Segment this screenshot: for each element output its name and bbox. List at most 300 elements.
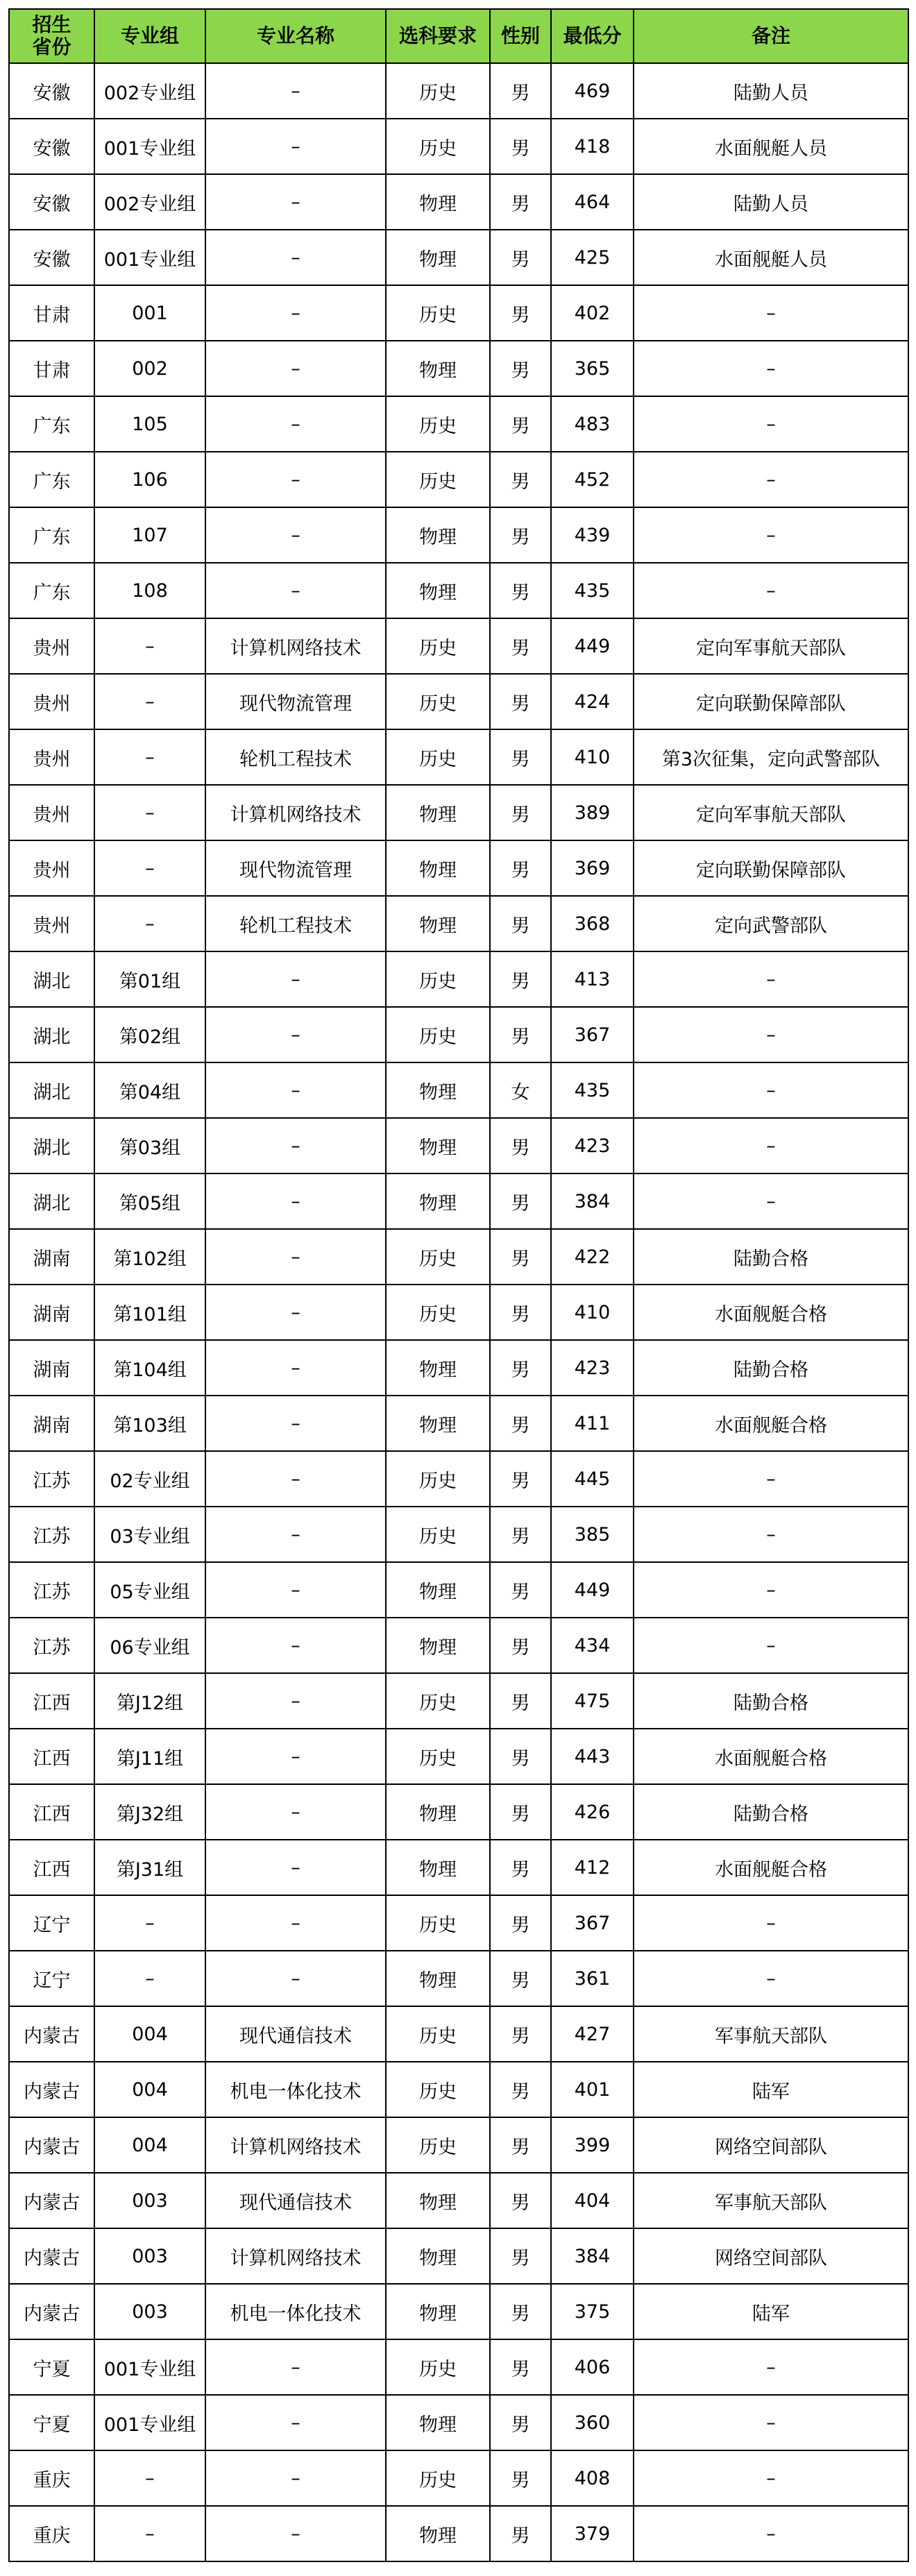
table-row bbox=[9, 1840, 908, 1895]
table-row bbox=[9, 1784, 908, 1840]
remarks-cell: 水面舰艇合格 bbox=[634, 1840, 908, 1895]
remarks-cell: – bbox=[634, 2395, 908, 2450]
min-score-cell: 439 bbox=[551, 507, 634, 563]
remarks-cell: 陆勤合格 bbox=[634, 1673, 908, 1729]
major-name-cell: 现代通信技术 bbox=[205, 2006, 386, 2062]
gender-cell: 男 bbox=[490, 1285, 551, 1340]
major-group-cell: 003 bbox=[94, 2228, 205, 2284]
major-name-cell: – bbox=[205, 1285, 386, 1340]
table-row bbox=[9, 1951, 908, 2006]
min-score-cell: 367 bbox=[551, 1007, 634, 1062]
min-score-cell: 375 bbox=[551, 2284, 634, 2339]
gender-cell: 女 bbox=[490, 1062, 551, 1118]
major-name-cell: – bbox=[205, 1784, 386, 1840]
major-name-cell: – bbox=[205, 1229, 386, 1285]
major-name-cell: – bbox=[205, 1118, 386, 1173]
subject-cell: 历史 bbox=[386, 1451, 490, 1507]
remarks-cell: 水面舰艇合格 bbox=[634, 1729, 908, 1784]
gender-cell: 男 bbox=[490, 1396, 551, 1451]
major-name-cell: – bbox=[205, 1895, 386, 1951]
major-group-cell: 第103组 bbox=[94, 1396, 205, 1451]
min-score-cell: 385 bbox=[551, 1507, 634, 1562]
min-score-cell: 443 bbox=[551, 1729, 634, 1784]
subject-cell: 物理 bbox=[386, 896, 490, 951]
major-group-cell: 第01组 bbox=[94, 951, 205, 1007]
province-cell: 安徽 bbox=[9, 230, 94, 285]
table-row bbox=[9, 2006, 908, 2062]
min-score-cell: 369 bbox=[551, 840, 634, 896]
table-row bbox=[9, 174, 908, 230]
remarks-cell: 第3次征集，定向武警部队 bbox=[634, 729, 908, 785]
major-name-cell: 现代物流管理 bbox=[205, 674, 386, 729]
gender-cell: 男 bbox=[490, 341, 551, 396]
major-group-cell: 001专业组 bbox=[94, 119, 205, 174]
major-group-cell: – bbox=[94, 2450, 205, 2506]
table-row bbox=[9, 729, 908, 785]
major-group-cell: 004 bbox=[94, 2006, 205, 2062]
header-gender: 性别 bbox=[490, 9, 551, 63]
table-row bbox=[9, 2284, 908, 2339]
table-body bbox=[9, 63, 908, 2561]
min-score-cell: 435 bbox=[551, 563, 634, 618]
remarks-cell: 军事航天部队 bbox=[634, 2006, 908, 2062]
table-row bbox=[9, 951, 908, 1007]
major-group-cell: 第02组 bbox=[94, 1007, 205, 1062]
province-cell: 内蒙古 bbox=[9, 2006, 94, 2062]
gender-cell: 男 bbox=[490, 1340, 551, 1396]
min-score-cell: 379 bbox=[551, 2506, 634, 2561]
gender-cell: 男 bbox=[490, 2395, 551, 2450]
min-score-cell: 402 bbox=[551, 285, 634, 341]
header-major-name: 专业名称 bbox=[205, 9, 386, 63]
subject-cell: 物理 bbox=[386, 1173, 490, 1229]
table-row bbox=[9, 896, 908, 951]
subject-cell: 历史 bbox=[386, 951, 490, 1007]
min-score-cell: 422 bbox=[551, 1229, 634, 1285]
table-row bbox=[9, 230, 908, 285]
subject-cell: 历史 bbox=[386, 618, 490, 674]
major-name-cell: – bbox=[205, 1007, 386, 1062]
major-name-cell: 计算机网络技术 bbox=[205, 2228, 386, 2284]
major-name-cell: 机电一体化技术 bbox=[205, 2284, 386, 2339]
remarks-cell: – bbox=[634, 563, 908, 618]
province-cell: 江苏 bbox=[9, 1451, 94, 1507]
gender-cell: 男 bbox=[490, 2450, 551, 2506]
header-province-label: 招生省份 bbox=[32, 12, 71, 58]
remarks-cell: – bbox=[634, 1118, 908, 1173]
table-row bbox=[9, 341, 908, 396]
province-cell: 湖北 bbox=[9, 1118, 94, 1173]
major-group-cell: 06专业组 bbox=[94, 1618, 205, 1673]
table-row bbox=[9, 63, 908, 119]
gender-cell: 男 bbox=[490, 785, 551, 840]
min-score-cell: 368 bbox=[551, 896, 634, 951]
gender-cell: 男 bbox=[490, 840, 551, 896]
subject-cell: 物理 bbox=[386, 1118, 490, 1173]
min-score-cell: 367 bbox=[551, 1895, 634, 1951]
subject-cell: 历史 bbox=[386, 674, 490, 729]
gender-cell: 男 bbox=[490, 1840, 551, 1895]
gender-cell: 男 bbox=[490, 729, 551, 785]
table-row bbox=[9, 396, 908, 452]
province-cell: 湖南 bbox=[9, 1229, 94, 1285]
major-group-cell: – bbox=[94, 840, 205, 896]
subject-cell: 物理 bbox=[386, 1396, 490, 1451]
min-score-cell: 423 bbox=[551, 1340, 634, 1396]
min-score-cell: 365 bbox=[551, 341, 634, 396]
province-cell: 辽宁 bbox=[9, 1951, 94, 2006]
gender-cell: 男 bbox=[490, 1451, 551, 1507]
table-row bbox=[9, 1062, 908, 1118]
table-row bbox=[9, 1396, 908, 1451]
remarks-cell: – bbox=[634, 1562, 908, 1618]
remarks-cell: 网络空间部队 bbox=[634, 2228, 908, 2284]
remarks-cell: 陆勤合格 bbox=[634, 1229, 908, 1285]
major-name-cell: – bbox=[205, 1507, 386, 1562]
min-score-cell: 406 bbox=[551, 2339, 634, 2395]
min-score-cell: 426 bbox=[551, 1784, 634, 1840]
table-row bbox=[9, 1173, 908, 1229]
subject-cell: 物理 bbox=[386, 1562, 490, 1618]
gender-cell: 男 bbox=[490, 452, 551, 507]
remarks-cell: 军事航天部队 bbox=[634, 2173, 908, 2228]
gender-cell: 男 bbox=[490, 2284, 551, 2339]
major-name-cell: 现代物流管理 bbox=[205, 840, 386, 896]
province-cell: 贵州 bbox=[9, 840, 94, 896]
min-score-cell: 435 bbox=[551, 1062, 634, 1118]
remarks-cell: – bbox=[634, 1895, 908, 1951]
table-row bbox=[9, 1285, 908, 1340]
major-group-cell: 第J32组 bbox=[94, 1784, 205, 1840]
table-row bbox=[9, 1895, 908, 1951]
gender-cell: 男 bbox=[490, 951, 551, 1007]
gender-cell: 男 bbox=[490, 1729, 551, 1784]
remarks-cell: 定向联勤保障部队 bbox=[634, 674, 908, 729]
major-name-cell: – bbox=[205, 63, 386, 119]
gender-cell: 男 bbox=[490, 396, 551, 452]
major-name-cell: – bbox=[205, 230, 386, 285]
major-group-cell: 108 bbox=[94, 563, 205, 618]
gender-cell: 男 bbox=[490, 2339, 551, 2395]
table-row bbox=[9, 1618, 908, 1673]
header-province bbox=[9, 9, 94, 63]
province-cell: 贵州 bbox=[9, 674, 94, 729]
remarks-cell: 网络空间部队 bbox=[634, 2117, 908, 2173]
subject-cell: 物理 bbox=[386, 1840, 490, 1895]
subject-cell: 物理 bbox=[386, 1951, 490, 2006]
province-cell: 广东 bbox=[9, 452, 94, 507]
subject-cell: 历史 bbox=[386, 1729, 490, 1784]
min-score-cell: 360 bbox=[551, 2395, 634, 2450]
table-header bbox=[9, 9, 908, 63]
remarks-cell: 水面舰艇合格 bbox=[634, 1396, 908, 1451]
gender-cell: 男 bbox=[490, 1173, 551, 1229]
province-cell: 重庆 bbox=[9, 2506, 94, 2561]
gender-cell: 男 bbox=[490, 63, 551, 119]
major-name-cell: 计算机网络技术 bbox=[205, 618, 386, 674]
table-row bbox=[9, 1673, 908, 1729]
subject-cell: 物理 bbox=[386, 341, 490, 396]
gender-cell: 男 bbox=[490, 507, 551, 563]
min-score-cell: 361 bbox=[551, 1951, 634, 2006]
province-cell: 重庆 bbox=[9, 2450, 94, 2506]
major-group-cell: 第04组 bbox=[94, 1062, 205, 1118]
major-name-cell: – bbox=[205, 1562, 386, 1618]
remarks-cell: 陆军 bbox=[634, 2284, 908, 2339]
subject-cell: 物理 bbox=[386, 563, 490, 618]
subject-cell: 历史 bbox=[386, 1285, 490, 1340]
subject-cell: 物理 bbox=[386, 1062, 490, 1118]
gender-cell: 男 bbox=[490, 230, 551, 285]
table-row bbox=[9, 563, 908, 618]
major-group-cell: 001专业组 bbox=[94, 2339, 205, 2395]
header-subject-requirement: 选科要求 bbox=[386, 9, 490, 63]
major-name-cell: – bbox=[205, 174, 386, 230]
province-cell: 甘肃 bbox=[9, 341, 94, 396]
subject-cell: 物理 bbox=[386, 507, 490, 563]
major-name-cell: 计算机网络技术 bbox=[205, 785, 386, 840]
gender-cell: 男 bbox=[490, 563, 551, 618]
subject-cell: 历史 bbox=[386, 729, 490, 785]
gender-cell: 男 bbox=[490, 1562, 551, 1618]
gender-cell: 男 bbox=[490, 1007, 551, 1062]
major-group-cell: 第104组 bbox=[94, 1340, 205, 1396]
gender-cell: 男 bbox=[490, 618, 551, 674]
min-score-cell: 483 bbox=[551, 396, 634, 452]
major-name-cell: – bbox=[205, 2339, 386, 2395]
province-cell: 湖南 bbox=[9, 1285, 94, 1340]
min-score-cell: 464 bbox=[551, 174, 634, 230]
table-row bbox=[9, 2228, 908, 2284]
gender-cell: 男 bbox=[490, 674, 551, 729]
major-name-cell: – bbox=[205, 119, 386, 174]
province-cell: 安徽 bbox=[9, 119, 94, 174]
table-row bbox=[9, 285, 908, 341]
table-row bbox=[9, 2173, 908, 2228]
major-name-cell: – bbox=[205, 1062, 386, 1118]
remarks-cell: – bbox=[634, 1173, 908, 1229]
gender-cell: 男 bbox=[490, 1618, 551, 1673]
subject-cell: 历史 bbox=[386, 2006, 490, 2062]
province-cell: 贵州 bbox=[9, 618, 94, 674]
min-score-cell: 401 bbox=[551, 2062, 634, 2117]
table-row bbox=[9, 618, 908, 674]
header-remarks: 备注 bbox=[634, 9, 908, 63]
major-group-cell: 第J31组 bbox=[94, 1840, 205, 1895]
min-score-cell: 399 bbox=[551, 2117, 634, 2173]
remarks-cell: 水面舰艇合格 bbox=[634, 1285, 908, 1340]
province-cell: 湖北 bbox=[9, 1062, 94, 1118]
major-group-cell: 第101组 bbox=[94, 1285, 205, 1340]
major-group-cell: 001 bbox=[94, 285, 205, 341]
table-row bbox=[9, 452, 908, 507]
gender-cell: 男 bbox=[490, 1673, 551, 1729]
remarks-cell: 陆勤合格 bbox=[634, 1784, 908, 1840]
remarks-cell: – bbox=[634, 2506, 908, 2561]
province-cell: 江西 bbox=[9, 1840, 94, 1895]
min-score-cell: 445 bbox=[551, 1451, 634, 1507]
min-score-cell: 411 bbox=[551, 1396, 634, 1451]
major-group-cell: 第J12组 bbox=[94, 1673, 205, 1729]
gender-cell: 男 bbox=[490, 1118, 551, 1173]
major-group-cell: 004 bbox=[94, 2117, 205, 2173]
subject-cell: 历史 bbox=[386, 2062, 490, 2117]
header-min-score: 最低分 bbox=[551, 9, 634, 63]
subject-cell: 历史 bbox=[386, 2339, 490, 2395]
major-group-cell: 003 bbox=[94, 2173, 205, 2228]
major-name-cell: – bbox=[205, 285, 386, 341]
province-cell: 广东 bbox=[9, 507, 94, 563]
major-group-cell: 第J11组 bbox=[94, 1729, 205, 1784]
table-row bbox=[9, 840, 908, 896]
major-name-cell: – bbox=[205, 1618, 386, 1673]
province-cell: 江西 bbox=[9, 1673, 94, 1729]
table-row bbox=[9, 1507, 908, 1562]
table-row bbox=[9, 1451, 908, 1507]
gender-cell: 男 bbox=[490, 174, 551, 230]
major-name-cell: – bbox=[205, 507, 386, 563]
major-group-cell: 106 bbox=[94, 452, 205, 507]
min-score-cell: 384 bbox=[551, 1173, 634, 1229]
province-cell: 甘肃 bbox=[9, 285, 94, 341]
header-row bbox=[9, 9, 908, 63]
subject-cell: 物理 bbox=[386, 2173, 490, 2228]
remarks-cell: – bbox=[634, 1618, 908, 1673]
major-group-cell: 001专业组 bbox=[94, 2395, 205, 2450]
major-name-cell: 现代通信技术 bbox=[205, 2173, 386, 2228]
major-name-cell: – bbox=[205, 1396, 386, 1451]
subject-cell: 物理 bbox=[386, 840, 490, 896]
province-cell: 辽宁 bbox=[9, 1895, 94, 1951]
table-row bbox=[9, 2339, 908, 2395]
major-name-cell: – bbox=[205, 341, 386, 396]
min-score-cell: 434 bbox=[551, 1618, 634, 1673]
major-name-cell: 轮机工程技术 bbox=[205, 896, 386, 951]
remarks-cell: 定向军事航天部队 bbox=[634, 618, 908, 674]
major-name-cell: – bbox=[205, 1729, 386, 1784]
gender-cell: 男 bbox=[490, 1229, 551, 1285]
table-row bbox=[9, 1729, 908, 1784]
table-row bbox=[9, 1118, 908, 1173]
min-score-cell: 418 bbox=[551, 119, 634, 174]
remarks-cell: – bbox=[634, 285, 908, 341]
subject-cell: 历史 bbox=[386, 1007, 490, 1062]
gender-cell: 男 bbox=[490, 2228, 551, 2284]
subject-cell: 历史 bbox=[386, 452, 490, 507]
subject-cell: 物理 bbox=[386, 2395, 490, 2450]
major-name-cell: – bbox=[205, 951, 386, 1007]
subject-cell: 物理 bbox=[386, 1340, 490, 1396]
remarks-cell: – bbox=[634, 1007, 908, 1062]
subject-cell: 历史 bbox=[386, 2117, 490, 2173]
province-cell: 湖北 bbox=[9, 951, 94, 1007]
table-row bbox=[9, 1562, 908, 1618]
admission-score-table bbox=[8, 8, 909, 2562]
subject-cell: 物理 bbox=[386, 2284, 490, 2339]
major-group-cell: 105 bbox=[94, 396, 205, 452]
major-group-cell: 02专业组 bbox=[94, 1451, 205, 1507]
major-name-cell: – bbox=[205, 396, 386, 452]
min-score-cell: 413 bbox=[551, 951, 634, 1007]
table-row bbox=[9, 119, 908, 174]
table-row bbox=[9, 2506, 908, 2561]
gender-cell: 男 bbox=[490, 285, 551, 341]
province-cell: 江苏 bbox=[9, 1507, 94, 1562]
min-score-cell: 469 bbox=[551, 63, 634, 119]
subject-cell: 物理 bbox=[386, 1784, 490, 1840]
remarks-cell: – bbox=[634, 2450, 908, 2506]
major-group-cell: 001专业组 bbox=[94, 230, 205, 285]
gender-cell: 男 bbox=[490, 2173, 551, 2228]
subject-cell: 历史 bbox=[386, 1229, 490, 1285]
table-row bbox=[9, 1007, 908, 1062]
gender-cell: 男 bbox=[490, 1784, 551, 1840]
min-score-cell: 404 bbox=[551, 2173, 634, 2228]
subject-cell: 物理 bbox=[386, 2228, 490, 2284]
major-name-cell: – bbox=[205, 563, 386, 618]
province-cell: 湖北 bbox=[9, 1007, 94, 1062]
remarks-cell: – bbox=[634, 1062, 908, 1118]
table-row bbox=[9, 1340, 908, 1396]
remarks-cell: – bbox=[634, 507, 908, 563]
min-score-cell: 389 bbox=[551, 785, 634, 840]
major-group-cell: – bbox=[94, 729, 205, 785]
subject-cell: 历史 bbox=[386, 285, 490, 341]
major-group-cell: 003 bbox=[94, 2284, 205, 2339]
remarks-cell: – bbox=[634, 1451, 908, 1507]
remarks-cell: – bbox=[634, 452, 908, 507]
major-name-cell: 计算机网络技术 bbox=[205, 2117, 386, 2173]
major-group-cell: – bbox=[94, 896, 205, 951]
table-row bbox=[9, 1229, 908, 1285]
remarks-cell: – bbox=[634, 2339, 908, 2395]
major-group-cell: – bbox=[94, 618, 205, 674]
major-name-cell: – bbox=[205, 1173, 386, 1229]
min-score-cell: 424 bbox=[551, 674, 634, 729]
province-cell: 内蒙古 bbox=[9, 2117, 94, 2173]
gender-cell: 男 bbox=[490, 119, 551, 174]
province-cell: 湖南 bbox=[9, 1396, 94, 1451]
province-cell: 湖南 bbox=[9, 1340, 94, 1396]
major-group-cell: – bbox=[94, 1895, 205, 1951]
min-score-cell: 423 bbox=[551, 1118, 634, 1173]
remarks-cell: – bbox=[634, 1951, 908, 2006]
province-cell: 广东 bbox=[9, 563, 94, 618]
gender-cell: 男 bbox=[490, 896, 551, 951]
province-cell: 宁夏 bbox=[9, 2395, 94, 2450]
table-row bbox=[9, 2062, 908, 2117]
province-cell: 内蒙古 bbox=[9, 2228, 94, 2284]
province-cell: 广东 bbox=[9, 396, 94, 452]
remarks-cell: 陆勤合格 bbox=[634, 1340, 908, 1396]
major-group-cell: – bbox=[94, 1951, 205, 2006]
major-name-cell: – bbox=[205, 2506, 386, 2561]
remarks-cell: 定向联勤保障部队 bbox=[634, 840, 908, 896]
gender-cell: 男 bbox=[490, 2506, 551, 2561]
subject-cell: 历史 bbox=[386, 119, 490, 174]
major-group-cell: 03专业组 bbox=[94, 1507, 205, 1562]
subject-cell: 历史 bbox=[386, 1895, 490, 1951]
table-row bbox=[9, 2117, 908, 2173]
min-score-cell: 452 bbox=[551, 452, 634, 507]
gender-cell: 男 bbox=[490, 1895, 551, 1951]
table-row bbox=[9, 2395, 908, 2450]
remarks-cell: 陆军 bbox=[634, 2062, 908, 2117]
min-score-cell: 449 bbox=[551, 1562, 634, 1618]
remarks-cell: 水面舰艇人员 bbox=[634, 119, 908, 174]
major-group-cell: – bbox=[94, 785, 205, 840]
major-group-cell: 第03组 bbox=[94, 1118, 205, 1173]
